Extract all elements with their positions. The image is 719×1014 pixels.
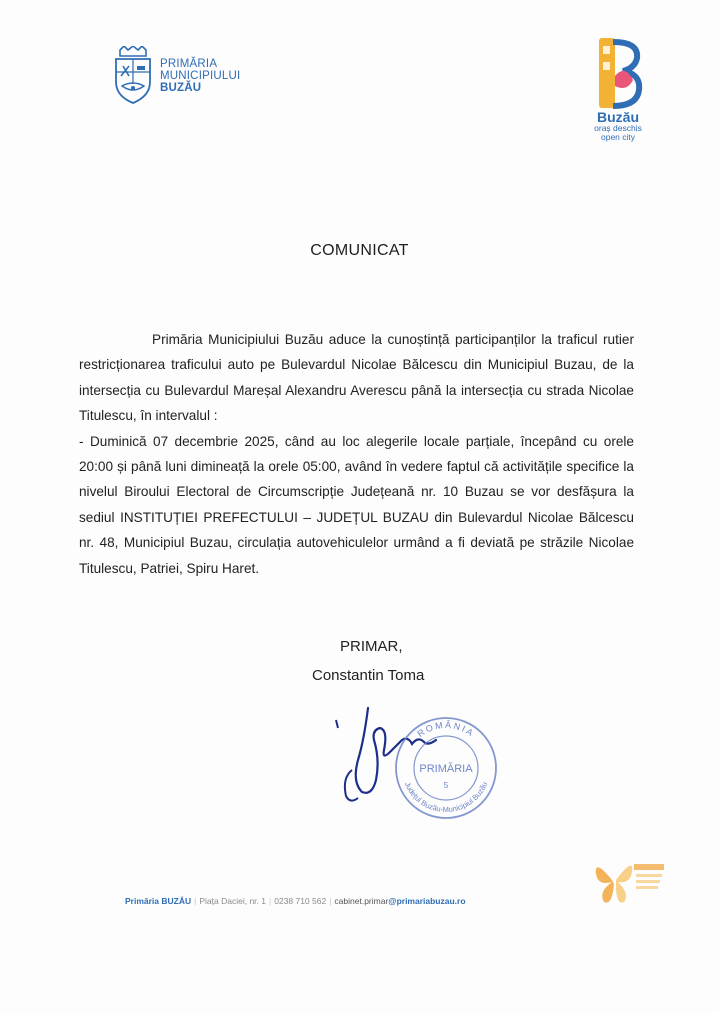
footer-email-user: cabinet.primar — [334, 896, 389, 906]
footer-email-domain: @primariabuzau.ro — [388, 896, 466, 906]
brand-name: Buzău — [597, 109, 639, 125]
stamp-center-text: PRIMĂRIA — [419, 763, 473, 775]
logo-line-primaria: PRIMĂRIA — [160, 58, 218, 70]
signatory-name: Constantin Toma — [312, 667, 425, 684]
primaria-logo — [112, 46, 240, 106]
butterfly-emblem-icon — [590, 852, 668, 908]
document-body — [79, 327, 634, 581]
signatory-role: PRIMAR, — [340, 638, 403, 655]
footer-email[interactable] — [334, 896, 465, 906]
logo-line-buzau: BUZĂU — [160, 82, 202, 94]
document-title: COMUNICAT — [310, 242, 409, 259]
brand-tagline-ro: oraș deschis — [594, 123, 642, 133]
buzau-b-mark-icon — [593, 36, 643, 110]
brand-tagline-en: open city — [600, 132, 636, 142]
footer-address: Piața Daciei, nr. 1 — [199, 896, 266, 906]
document-footer: Primăria BUZĂU | Piața Daciei, nr. 1 | 0238 710 562 | cabinet.primar@primariabuzau.ro — [125, 896, 466, 906]
logo-line-municipiului: MUNICIPIULUI — [160, 70, 241, 82]
buzau-city-brand-logo — [588, 36, 648, 142]
footer-phone: 0238 710 562 — [274, 896, 327, 906]
body-paragraph: Primăria Municipiului Buzău aduce la cunoștință participanților la traficul rutier restricționarea traficului auto pe Bulevardul Nicolae Bălcescu din Municipiul Buzau, de la intersecția cu Bulevardul Mareșal Alexandru Averescu până la intersecția cu strada Nicolae Titulescu, în intervalul : — [79, 332, 634, 424]
footer-org: Primăria BUZĂU — [125, 896, 192, 906]
coat-of-arms-icon — [112, 46, 154, 106]
stamp-number: 5 — [443, 781, 449, 790]
stamp-bottom-text: Județul Buzău-Municipiul Buzău — [402, 780, 490, 815]
body-paragraph: - Duminică 07 decembrie 2025, când au loc alegerile locale parțiale, începând cu orele 20:00 și până luni dimineață la orele 05:00, având în vedere faptul că activitățile specifice la nivelul Biroului Electoral de Circumscripție Județeană nr. 10 Buzau se vor desfășura la sediul INSTITUȚIEI PREFECTULUI – JUDEȚUL BUZAU din Bulevardul Nicolae Bălcescu nr. 48, Municipiul Buzau, circulația autovehiculelor urmând a fi deviată pe străzile Nicolae Titulescu, Patriei, Spiru Haret. — [79, 433, 634, 576]
official-stamp — [392, 714, 500, 822]
stamp-top-text: ROMÂNIA — [415, 719, 477, 739]
